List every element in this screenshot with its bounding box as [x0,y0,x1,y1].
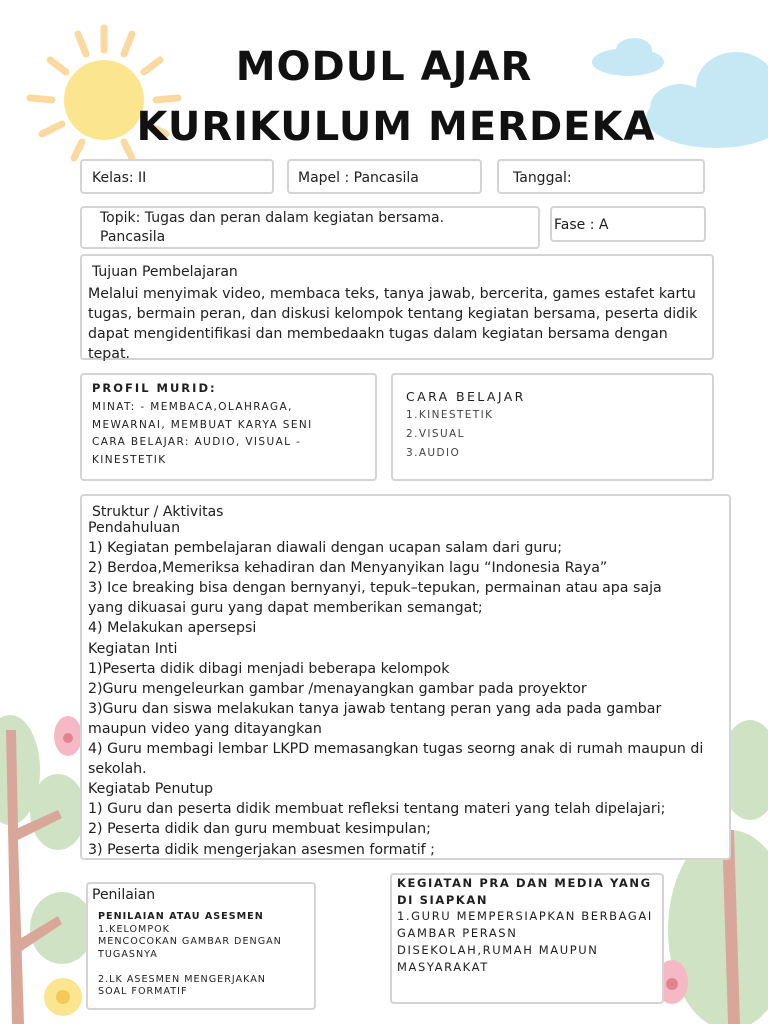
topik-line2: Pancasila [100,229,166,245]
penilaian-heading: Penilaian [92,887,156,903]
cara-belajar-heading: CARA BELAJAR [406,389,526,404]
cara-belajar-box [391,373,714,481]
kelas-text: Kelas: II [92,170,147,186]
list-item: 1.KINESTETIK [406,409,494,421]
profil-text: MINAT: - MEMBACA,OLAHRAGA, MEWARNAI, MEMBUAT KARYA SENI CARA BELAJAR: AUDIO, VISUAL - KINESTETIK [92,401,313,466]
page-title-line2: KURIKULUM MERDEKA [136,104,656,150]
struktur-aktivitas-box [80,494,731,860]
list-item: 2.VISUAL [406,428,465,440]
tanggal-text: Tanggal: [513,170,572,186]
profil-heading: PROFIL MURID: [92,381,217,395]
cara-belajar-list [406,406,493,463]
profil-murid-box [80,373,377,481]
kegiatan-pra-text: 1.GURU MEMPERSIAPKAN BERBAGAI GAMBAR PERASN DISEKOLAH,RUMAH MAUPUN MASYARAKAT [397,909,653,974]
tujuan-heading: Tujuan Pembelajaran [92,264,238,280]
penilaian-box [86,882,316,1010]
penilaian-text: PENILAIAN ATAU ASESMEN 1.KELOMPOK MENCOCOKAN GAMBAR DENGAN TUGASNYA 2.LK ASESMEN MENGERJAKAN SOAL FORMATIF [98,911,282,997]
mapel-box [287,159,482,194]
page-title-line1: MODUL AJAR [235,44,533,90]
flower-yellow-left [40,976,86,1018]
list-item: 3.AUDIO [406,447,461,459]
topik-box [80,206,540,249]
fase-box [550,206,706,242]
tanggal-box [497,159,705,194]
fase-text: Fase : A [554,217,609,233]
mapel-text: Mapel : Pancasila [298,170,419,186]
tujuan-text: Melalui menyimak video, membaca teks, tanya jawab, bercerita, games estafet kartu tugas, bermain peran, dan diskusi kelompok tentang kegiatan bersama, peserta didik dapat mengidentifikasi dan membedaakn tugas dalam kegiatan bersama dengan tepat. [88,286,698,362]
struktur-text: Pendahuluan 1) Kegiatan pembelajaran diawali dengan ucapan salam dari guru; 2) Berdoa,Memeriksa kehadiran dan Menyanyikan lagu “Indonesia Raya” 3) Ice breaking bisa dengan bernyanyi, tepuk–tepukan, permainan atau apa saja yang dikuasai guru yang dapat memberikan semangat; 4) Melakukan apersepsi Kegiatan Inti 1)Peserta didik dibagi menjadi beberapa kelompok 2)Guru mengeleurkan gambar /menayangkan gambar pada proyektor 3)Guru dan siswa melakukan tanya jawab tentang peran yang ada pada gambar maupun video yang ditayangkan 4) Guru membagi lembar LKPD memasangkan tugas seorng anak di rumah maupun di sekolah. Kegiatab Penutup 1) Guru dan peserta didik membuat refleksi tentang materi yang telah dipelajari; 2) Peserta didik dan guru membuat kesimpulan; 3) Peserta didik mengerjakan asesmen formatif ; [88,520,704,858]
kegiatan-pra-heading: KEGIATAN PRA DAN MEDIA YANG DI SIAPKAN [397,876,652,907]
struktur-heading: Struktur / Aktivitas [92,504,224,520]
tujuan-box [80,254,714,360]
topik-line1: Topik: Tugas dan peran dalam kegiatan bersama. [100,210,445,226]
kelas-box [80,159,274,194]
kegiatan-pra-box [390,873,664,1004]
